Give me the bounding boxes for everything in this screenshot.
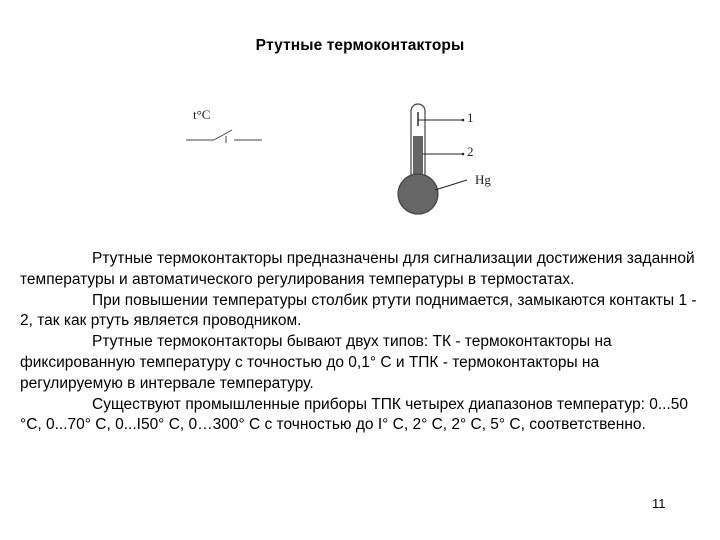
contact-2-label: 2 bbox=[467, 144, 474, 159]
paragraph-principle: При повышении температуры столбик ртути поднимается, замыкаются контакты 1 - 2, так как ртуть является проводником. bbox=[20, 291, 697, 330]
page-number: 11 bbox=[652, 496, 666, 511]
paragraph-ranges: Существуют промышленные приборы ТПК четырех диапазонов температур: 0...50 °С, 0...70° С, 0...I50° С, 0…300° С с точностью до I° С, 2° С, 2° С, 5° С, соответственно. bbox=[20, 395, 689, 434]
mercury-bulb bbox=[398, 174, 438, 214]
paragraph-purpose: Ртутные термоконтакторы предназначены для сигнализации достижения заданной температуры и автоматического регулирования температуры в термостатах. bbox=[20, 250, 695, 288]
mercury-label: Hg bbox=[475, 172, 491, 187]
mercury-pointer bbox=[435, 180, 467, 190]
thermal-contact-symbol-icon bbox=[186, 102, 266, 152]
paragraph-types: Ртутные термоконтакторы бывают двух типов: ТК - термоконтакторы на фиксированную температуру с точностью до 0,1° С и ТПК - термоконтакторы на регулируемую в интервале температуру. bbox=[20, 333, 612, 392]
contact-symbol-label: t°C bbox=[193, 107, 211, 122]
body-text bbox=[20, 249, 700, 436]
slide-title: Ртутные термоконтакторы bbox=[255, 37, 465, 54]
contact-1-label: 1 bbox=[467, 110, 474, 125]
mercury-thermometer-diagram bbox=[395, 98, 515, 222]
